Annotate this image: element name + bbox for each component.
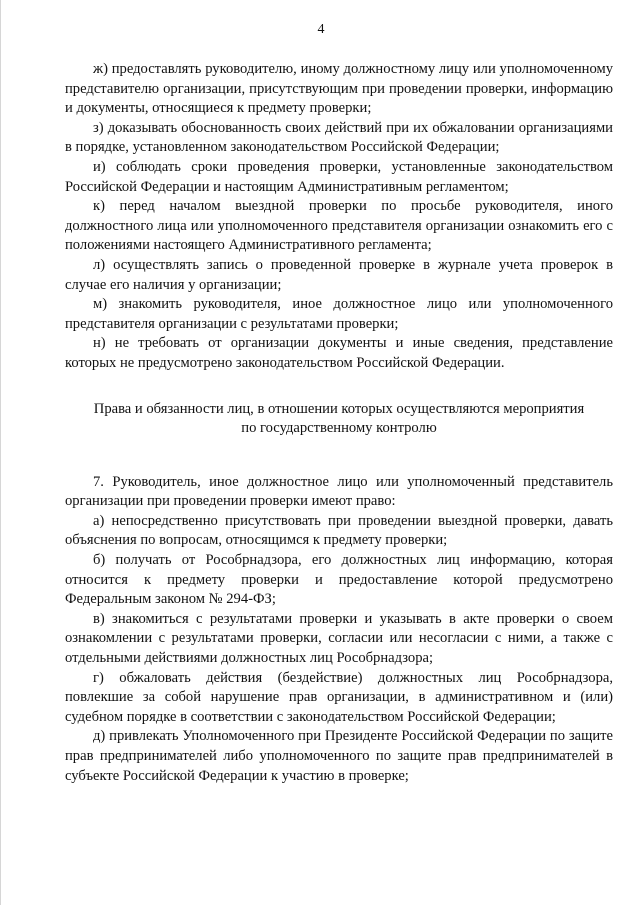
section-title-line-1: Права и обязанности лиц, в отношении которых осуществляются мероприятия (93, 400, 585, 417)
paragraph-d: д) привлекать Уполномоченного при Президенте Российской Федерации по защите прав предпринимателей либо уполномоченного по защите прав предпринимателей в субъекте Российской Федерации к участию в проверке; (65, 728, 613, 784)
section-title (65, 400, 613, 439)
document-body (65, 60, 613, 786)
paragraph-k: к) перед началом выездной проверки по просьбе руководителя, иного должностного лица или уполномоченного представителя организации ознакомить его с положениями настоящего Административного регламента; (65, 198, 613, 254)
paragraph-b: б) получать от Рособрнадзора, его должностных лиц информацию, которая относится к предмету проверки и предоставление которой предусмотрено Федеральным законом № 294-ФЗ; (65, 552, 613, 608)
page-number: 4 (317, 22, 325, 37)
paragraph-zh: ж) предоставлять руководителю, иному должностному лицу или уполномоченному представителю организации, присутствующим при проведении проверки, информацию и документы, относящиеся к предмету проверки; (65, 61, 613, 117)
paragraph-i: и) соблюдать сроки проведения проверки, установленные законодательством Российской Федерации и настоящим Административным регламентом; (65, 158, 613, 195)
paragraph-a: а) непосредственно присутствовать при проведении выездной проверки, давать объяснения по вопросам, относящимся к предмету проверки; (65, 512, 613, 549)
section-title-line-2: по государственному контролю (241, 420, 437, 437)
paragraph-v: в) знакомиться с результатами проверки и указывать в акте проверки о своем ознакомлении с результатами проверки, согласии или несогласии с ними, а также с отдельными действиями должностных лиц Рособрнадзора; (65, 610, 613, 667)
paragraph-g: г) обжаловать действия (бездействие) должностных лиц Рособрнадзора, повлекшие за собой нарушение прав организации, в административном и (или) судебном порядке в соответствии с законодательством Российской Федерации; (65, 669, 613, 725)
paragraph-n: н) не требовать от организации документы и иные сведения, представление которых не предусмотрено законодательством Российской Федерации. (65, 335, 613, 371)
paragraph-7: 7. Руководитель, иное должностное лицо или уполномоченный представитель организации при проведении проверки имеют право: (65, 473, 613, 510)
paragraph-z: з) доказывать обоснованность своих действий при их обжаловании организациями в порядке, установленном законодательством Российской Федерации; (65, 119, 613, 156)
paragraph-l: л) осуществлять запись о проведенной проверке в журнале учета проверок в случае его наличия у организации; (65, 256, 613, 293)
paragraph-m: м) знакомить руководителя, иное должностное лицо или уполномоченного представителя организации с результатами проверки; (65, 296, 613, 332)
